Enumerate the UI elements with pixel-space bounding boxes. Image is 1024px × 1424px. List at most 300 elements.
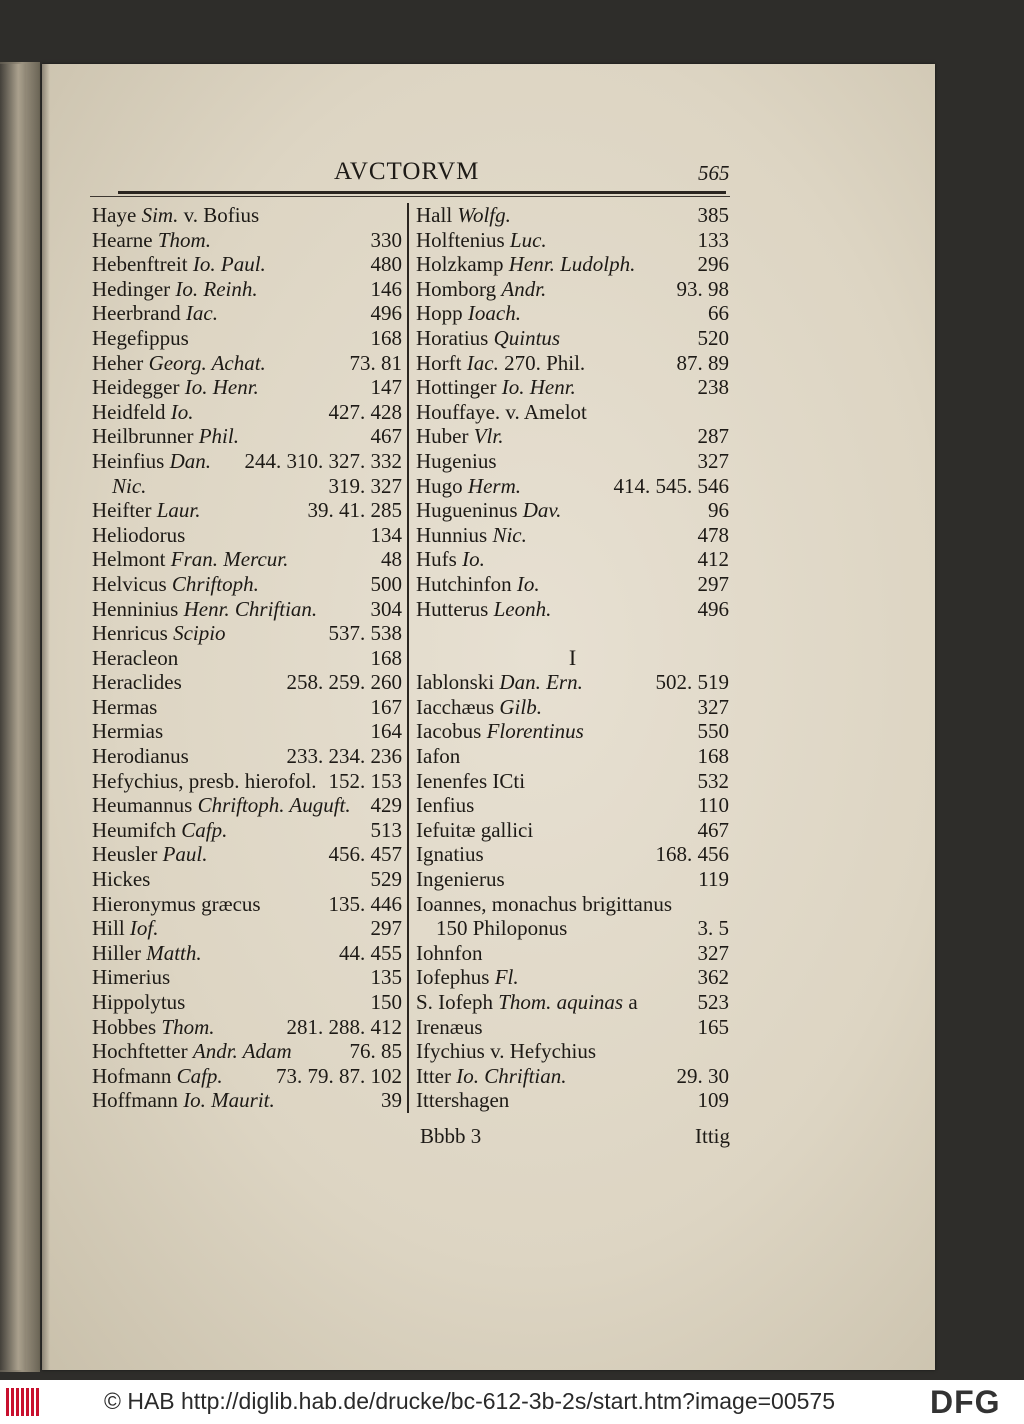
- entry-name: [416, 695, 542, 720]
- entry-surname: Hoffmann: [92, 1088, 178, 1113]
- entry-pages: 238: [697, 375, 729, 400]
- entry-surname: Hebenftreit: [92, 252, 188, 277]
- index-entry: [416, 449, 729, 474]
- index-entry: [92, 1039, 402, 1064]
- entry-pages: 513: [370, 817, 402, 842]
- index-entry: [92, 916, 402, 941]
- index-entry: [92, 277, 402, 302]
- index-entry: [416, 301, 729, 326]
- entry-surname: Heerbrand: [92, 301, 181, 326]
- index-entry: [92, 719, 402, 744]
- entry-name: [92, 1088, 275, 1113]
- index-entry: [416, 818, 729, 843]
- entry-surname: Hearne: [92, 227, 153, 252]
- entry-surname: Heidegger: [92, 375, 180, 400]
- entry-name: [92, 818, 227, 843]
- entry-surname: Hutterus: [416, 596, 489, 621]
- entry-pages: 327: [697, 940, 729, 965]
- index-entry: [416, 400, 729, 425]
- index-entry: [92, 1015, 402, 1040]
- entry-name: [416, 277, 546, 302]
- entry-name: [416, 228, 547, 253]
- entry-given-name: Herm.: [467, 473, 521, 498]
- entry-pages: 297: [370, 916, 402, 941]
- entry-pages: 164: [370, 719, 402, 744]
- entry-surname: Heidfeld: [92, 399, 166, 424]
- entry-given-name: Georg. Achat.: [148, 350, 266, 375]
- entry-surname: Horatius: [416, 325, 489, 350]
- entry-pages: [725, 400, 729, 425]
- entry-surname: Houffaye. v. Amelot: [416, 399, 587, 424]
- entry-given-name: Dan. Ern.: [499, 670, 583, 695]
- entry-pages: 147: [370, 375, 402, 400]
- entry-name: [92, 572, 259, 597]
- entry-name: [92, 646, 178, 671]
- entry-pages: [725, 621, 729, 646]
- entry-name: [416, 719, 584, 744]
- entry-surname: Hobbes: [92, 1014, 157, 1039]
- entry-given-name: Andr.: [501, 276, 547, 301]
- entry-name: [92, 769, 317, 794]
- entry-name: [92, 941, 202, 966]
- entry-pages: 327: [697, 448, 729, 473]
- entry-pages: 330: [370, 227, 402, 252]
- entry-pages: 168: [370, 645, 402, 670]
- entry-name: [416, 301, 521, 326]
- entry-surname: Hutchinfon: [416, 571, 512, 596]
- entry-pages: 133: [697, 227, 729, 252]
- header-rule-thin: [90, 196, 730, 197]
- entry-given-name: Io. Henr.: [501, 375, 576, 400]
- entry-pages: 429: [370, 793, 402, 818]
- entry-name: [92, 1064, 223, 1089]
- signature-mark: Bbbb 3: [420, 1124, 482, 1148]
- entry-given-name: Gilb.: [499, 694, 542, 719]
- entry-surname: Ioannes, monachus brigittanus: [416, 891, 673, 916]
- index-entry: [92, 867, 402, 892]
- entry-pages: 233. 234. 236: [286, 744, 402, 769]
- entry-note: a: [623, 990, 638, 1014]
- entry-surname: Heumifch: [92, 817, 176, 842]
- index-entry: [92, 793, 402, 818]
- entry-surname: Ingenierus: [416, 867, 505, 892]
- entry-surname: Ittershagen: [416, 1088, 510, 1113]
- entry-pages: 496: [370, 301, 402, 326]
- entry-pages: 96: [708, 498, 729, 523]
- entry-surname: Heraclides: [92, 670, 182, 695]
- entry-name: [92, 597, 317, 622]
- entry-given-name: Thom.: [157, 227, 211, 252]
- entry-pages: [725, 1039, 729, 1064]
- entry-name: [92, 744, 189, 769]
- entry-surname: Haye: [92, 203, 137, 227]
- entry-surname: Iefuitæ gallici: [416, 817, 534, 842]
- entry-name: [416, 1088, 509, 1113]
- entry-surname: Iacchæus: [416, 694, 495, 719]
- dfg-logo: DFG: [930, 1384, 1001, 1420]
- entry-name: [416, 523, 527, 548]
- entry-given-name: Vlr.: [473, 424, 504, 449]
- entry-name: [416, 597, 551, 622]
- entry-pages: 537. 538: [328, 621, 402, 646]
- entry-surname: Hunnius: [416, 522, 488, 547]
- entry-pages: 520: [697, 325, 729, 350]
- entry-pages: 500: [370, 571, 402, 596]
- entry-given-name: Cafp.: [181, 817, 228, 842]
- entry-name: [416, 498, 561, 523]
- entry-pages: 304: [370, 596, 402, 621]
- entry-given-name: Andr. Adam: [192, 1039, 292, 1064]
- entry-given-name: Thom. aquinas: [498, 990, 624, 1014]
- entry-surname: Ignatius: [416, 842, 484, 867]
- index-entry: [92, 769, 402, 794]
- entry-given-name: Io.: [462, 547, 485, 572]
- index-entry: [416, 990, 729, 1015]
- entry-name: [92, 326, 189, 351]
- entry-surname: Hugo: [416, 473, 463, 498]
- entry-given-name: Io. Henr.: [184, 375, 259, 400]
- entry-surname: Huber: [416, 424, 469, 449]
- entry-given-name: Scipio: [173, 621, 226, 646]
- entry-pages: 478: [697, 522, 729, 547]
- index-entry: [416, 252, 729, 277]
- entry-given-name: Chriftoph.: [171, 571, 259, 596]
- index-entry: [416, 523, 729, 548]
- entry-surname: Hufs: [416, 547, 457, 572]
- entry-pages: 327: [697, 694, 729, 719]
- entry-name: [416, 252, 635, 277]
- index-entry: [416, 326, 729, 351]
- entry-surname: Heracleon: [92, 645, 179, 670]
- entry-name: [416, 449, 497, 474]
- entry-pages: 135: [370, 965, 402, 990]
- entry-name: [416, 744, 460, 769]
- entry-name: [92, 277, 258, 302]
- entry-pages: 87. 89: [676, 350, 729, 375]
- entry-pages: 48: [381, 547, 402, 572]
- entry-given-name: Io.: [516, 571, 540, 596]
- index-entry: [92, 498, 402, 523]
- index-entry: [416, 695, 729, 720]
- entry-given-name: Iof.: [129, 916, 159, 941]
- page-number: 565: [698, 161, 730, 185]
- entry-pages: 467: [370, 424, 402, 449]
- previous-page-edge-shadow: [0, 64, 26, 1370]
- index-entry: [416, 916, 729, 941]
- entry-name: [416, 351, 585, 376]
- entry-pages: 319. 327: [328, 473, 402, 498]
- index-entry: [416, 793, 729, 818]
- entry-name: [416, 892, 672, 917]
- entry-name: [92, 301, 218, 326]
- entry-pages: 44. 455: [339, 940, 402, 965]
- index-entry: [416, 424, 729, 449]
- index-entry: [92, 990, 402, 1015]
- entry-pages: 287: [697, 424, 729, 449]
- index-entry: [416, 1064, 729, 1089]
- entry-name: [92, 719, 163, 744]
- index-entry: [416, 474, 729, 499]
- entry-name: [92, 695, 157, 720]
- entry-surname: Hall: [416, 203, 453, 227]
- entry-pages: 456. 457: [328, 842, 402, 867]
- entry-given-name: Wolfg.: [457, 203, 511, 227]
- entry-surname: Heliodorus: [92, 522, 186, 547]
- source-url[interactable]: © HAB http://diglib.hab.de/drucke/bc-612-3b-2s/start.htm?image=00575: [104, 1388, 836, 1414]
- entry-name: [92, 1015, 215, 1040]
- index-entry: [416, 719, 729, 744]
- index-entry: [92, 326, 402, 351]
- entry-name: [416, 474, 521, 499]
- entry-name: [416, 375, 576, 400]
- index-entry: [92, 670, 402, 695]
- entry-pages: 467: [697, 817, 729, 842]
- entry-surname: Heher: [92, 350, 144, 375]
- entry-pages: 76. 85: [349, 1039, 402, 1064]
- entry-surname: Henricus: [92, 621, 168, 646]
- entry-given-name: Iac.: [466, 350, 499, 375]
- index-entry: [92, 351, 402, 376]
- entry-given-name: Ioach.: [467, 301, 521, 326]
- entry-name: [416, 867, 505, 892]
- entry-surname: Henninius: [92, 596, 179, 621]
- index-entry: [92, 228, 402, 253]
- index-entry: [92, 695, 402, 720]
- index-entry: [416, 498, 729, 523]
- entry-name: [92, 867, 150, 892]
- index-entry: [92, 621, 402, 646]
- entry-surname: 150 Philoponus: [436, 916, 568, 941]
- entry-pages: 146: [370, 276, 402, 301]
- entry-pages: 412: [697, 547, 729, 572]
- entry-pages: 362: [697, 965, 729, 990]
- entry-name: [416, 916, 567, 941]
- index-entry: [92, 965, 402, 990]
- entry-pages: 29. 30: [676, 1063, 729, 1088]
- entry-pages: 73. 79. 87. 102: [276, 1063, 402, 1088]
- entry-name: [416, 793, 474, 818]
- entry-surname: Hopp: [416, 301, 463, 326]
- entry-pages: 427. 428: [328, 399, 402, 424]
- entry-pages: 168. 456: [655, 842, 729, 867]
- entry-name: [416, 941, 483, 966]
- index-entry: [416, 744, 729, 769]
- entry-pages: 550: [697, 719, 729, 744]
- entry-surname: Homborg: [416, 276, 497, 301]
- entry-pages: 385: [697, 203, 729, 227]
- entry-name: [92, 424, 239, 449]
- entry-given-name: Io.: [170, 399, 194, 424]
- entry-given-name: Io. Chriftian.: [456, 1063, 567, 1088]
- entry-pages: 39. 41. 285: [307, 498, 402, 523]
- entry-name: [92, 965, 170, 990]
- entry-given-name: Quintus: [493, 325, 561, 350]
- entry-pages: 152. 153: [328, 768, 402, 793]
- index-entry: [416, 597, 729, 622]
- entry-pages: 134: [370, 522, 402, 547]
- entry-pages: 119: [698, 867, 729, 892]
- index-entry: [416, 572, 729, 597]
- entry-surname: Hofmann: [92, 1063, 172, 1088]
- entry-name: [416, 424, 504, 449]
- entry-pages: 165: [697, 1014, 729, 1039]
- index-column-right: [416, 203, 729, 1113]
- entry-given-name: Cafp.: [176, 1063, 223, 1088]
- entry-name: [416, 572, 540, 597]
- entry-pages: 109: [697, 1088, 729, 1113]
- entry-pages: 39: [381, 1088, 402, 1113]
- entry-given-name: Florentinus: [486, 719, 584, 744]
- entry-name: [416, 769, 525, 794]
- entry-surname: Itter: [416, 1063, 451, 1088]
- entry-given-name: Io. Paul.: [192, 252, 266, 277]
- entry-given-name: Fran. Mercur.: [170, 547, 289, 572]
- entry-name: [92, 990, 185, 1015]
- index-entry: [416, 277, 729, 302]
- index-entry: [416, 867, 729, 892]
- entry-given-name: Dan.: [169, 448, 211, 473]
- entry-surname: Hegefippus: [92, 325, 189, 350]
- entry-surname: Iablonski: [416, 670, 495, 695]
- index-entry: [92, 424, 402, 449]
- entry-name: [92, 1039, 292, 1064]
- section-letter: I: [568, 644, 577, 670]
- entry-surname: Hugueninus: [416, 498, 518, 523]
- index-entry: [92, 252, 402, 277]
- index-entry: [92, 449, 402, 474]
- entry-name: [416, 203, 511, 228]
- index-entry: [92, 400, 402, 425]
- entry-surname: Irenæus: [416, 1014, 483, 1039]
- entry-pages: 168: [370, 325, 402, 350]
- entry-given-name: Nic.: [492, 522, 527, 547]
- entry-name: [416, 990, 638, 1015]
- index-entry: [92, 597, 402, 622]
- entry-pages: 496: [697, 596, 729, 621]
- entry-given-name: Leonh.: [493, 596, 552, 621]
- index-entry: [92, 818, 402, 843]
- entry-surname: Heusler: [92, 842, 158, 867]
- entry-surname: Hugenius: [416, 448, 497, 473]
- entry-name: [92, 375, 259, 400]
- entry-given-name: Io. Maurit.: [183, 1088, 275, 1113]
- entry-surname: Hefychius, presb. hierofol.: [92, 768, 317, 793]
- entry-surname: Heinfius: [92, 448, 165, 473]
- entry-given-name: Phil.: [198, 424, 239, 449]
- entry-name: [416, 400, 587, 425]
- entry-pages: 110: [698, 793, 729, 818]
- index-entry: [92, 474, 402, 499]
- entry-given-name: Henr. Ludolph.: [508, 252, 636, 277]
- entry-pages: 523: [697, 990, 729, 1014]
- index-entry: [416, 228, 729, 253]
- entry-surname: Helmont: [92, 547, 166, 572]
- entry-given-name: Paul.: [162, 842, 208, 867]
- entry-given-name: Luc.: [509, 227, 547, 252]
- index-entry: [92, 572, 402, 597]
- entry-surname: Holftenius: [416, 227, 505, 252]
- entry-pages: 296: [697, 252, 729, 277]
- entry-surname: Hieronymus græcus: [92, 891, 261, 916]
- entry-surname: Horft: [416, 350, 462, 375]
- entry-pages: 168: [697, 744, 729, 769]
- entry-name: [92, 621, 226, 646]
- index-entry: [416, 1088, 729, 1113]
- entry-name: [416, 1064, 567, 1089]
- index-entry: [92, 744, 402, 769]
- entry-name: [92, 228, 211, 253]
- entry-given-name: Iac.: [185, 301, 218, 326]
- header-rule: [118, 191, 726, 194]
- entry-name: [416, 965, 519, 990]
- entry-surname: Helvicus: [92, 571, 167, 596]
- entry-given-name: Henr. Chriftian.: [183, 596, 318, 621]
- index-entry: [92, 1064, 402, 1089]
- entry-surname: Ienfius: [416, 793, 475, 818]
- entry-surname: Hickes: [92, 867, 151, 892]
- index-entry: [416, 892, 729, 917]
- entry-pages: 258. 259. 260: [286, 670, 402, 695]
- entry-given-name: Fl.: [494, 965, 519, 990]
- index-entry: [416, 375, 729, 400]
- entry-surname: Hill: [92, 916, 125, 941]
- entry-pages: 66: [708, 301, 729, 326]
- entry-surname: Hedinger: [92, 276, 171, 301]
- entry-given-name: Io. Reinh.: [175, 276, 258, 301]
- entry-given-name: Matth.: [146, 940, 202, 965]
- entry-given-name: Chriftoph. Auguft.: [197, 793, 351, 818]
- entry-name: [92, 916, 159, 941]
- entry-name: [416, 1015, 483, 1040]
- entry-pages: 297: [697, 571, 729, 596]
- entry-surname: Herodianus: [92, 744, 189, 769]
- entry-pages: 480: [370, 252, 402, 277]
- index-entry: [416, 203, 729, 228]
- entry-note: 270. Phil.: [498, 350, 586, 375]
- index-entry: [416, 1039, 729, 1064]
- entry-surname: Holzkamp: [416, 252, 504, 277]
- index-entry: [416, 842, 729, 867]
- entry-surname: Iacobus: [416, 719, 482, 744]
- entry-surname: Hottinger: [416, 375, 497, 400]
- entry-pages: 529: [370, 867, 402, 892]
- entry-name: [92, 498, 201, 523]
- page-gutter: [42, 64, 50, 1370]
- hab-barcode-icon: [6, 1388, 40, 1416]
- index-entry: [92, 523, 402, 548]
- entry-name: [92, 547, 288, 572]
- entry-surname: Heifter: [92, 498, 152, 523]
- entry-surname: Hermas: [92, 694, 158, 719]
- entry-name: [92, 474, 146, 499]
- entry-given-name: Laur.: [156, 498, 201, 523]
- entry-surname: Ifychius v. Hefychius: [416, 1039, 597, 1064]
- index-entry: [416, 351, 729, 376]
- entry-pages: 73. 81: [349, 350, 402, 375]
- index-entry: [416, 547, 729, 572]
- entry-name: [92, 400, 193, 425]
- index-entry: [92, 547, 402, 572]
- entry-name: [416, 818, 533, 843]
- entry-name: [416, 842, 484, 867]
- entry-surname: Himerius: [92, 965, 171, 990]
- entry-name: [92, 670, 182, 695]
- running-head-title: AVCTORVM: [334, 158, 480, 185]
- catchline: [420, 1124, 730, 1149]
- entry-surname: Ienenfes ICti: [416, 768, 526, 793]
- entry-pages: 532: [697, 768, 729, 793]
- column-divider: [407, 203, 409, 1113]
